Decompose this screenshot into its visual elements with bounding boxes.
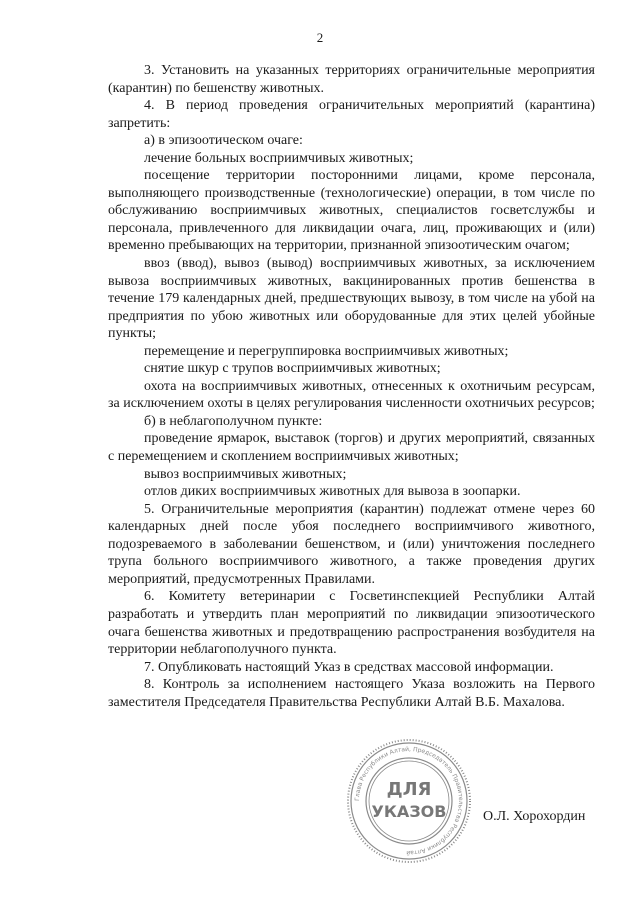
page-number: 2 [316, 30, 324, 45]
subsection-b-heading: б) в неблагополучном пункте: [144, 413, 323, 429]
subsection-a-heading: а) в эпизоотическом очаге: [144, 133, 303, 149]
list-item: ввоз (ввод), вывоз (вывод) восприимчивых животных, за исключением вывоза восприимчивых животных, вакцинированных против бешенства в течение 179 календарных дней, предшествующих вывозу, в том числе на убой на предприятия по убою животных или оборудованные для этих целей убойные пункты; [108, 256, 595, 342]
official-stamp [345, 737, 473, 865]
paragraph-item-7: 7. Опубликовать настоящий Указ в средствах массовой информации. [144, 659, 554, 675]
list-item: перемещение и перегруппировка восприимчивых животных; [144, 343, 509, 359]
stamp-ring-text: Глава Республики Алтай, Председатель Правительства Республики Алтай [353, 745, 465, 857]
list-item: охота на восприимчивых животных, отнесенных к охотничьим ресурсам, за исключением охоты в целях регулирования численности охотничьих ресурсов; [108, 378, 595, 412]
stamp-rings [348, 740, 470, 862]
decree-body [108, 62, 595, 711]
list-item: вывоз восприимчивых животных; [144, 466, 347, 482]
list-item: снятие шкур с трупов восприимчивых животных; [144, 361, 441, 377]
stamp-text-line2: УКАЗОВ [371, 802, 447, 821]
paragraph-item-4: 4. В период проведения ограничительных мероприятий (карантина) запретить: [108, 98, 595, 131]
paragraph-item-5: 5. Ограничительные мероприятия (карантин) подлежат отмене через 60 календарных дней после убоя последнего восприимчивого животного, подозреваемого в заболевании бешенством, и (или) уничтожения последнего трупа больного восприимчивого животного, а также проведения других мероприятий, предусмотренных Правилами. [108, 501, 595, 587]
list-item: отлов диких восприимчивых животных для вывоза в зоопарки. [144, 484, 521, 500]
list-item: проведение ярмарок, выставок (торгов) и других мероприятий, связанных с перемещением и скоплением восприимчивых животных; [108, 431, 595, 465]
list-item: посещение территории посторонними лицами, кроме персонала, выполняющего производственные (технологические) операции, в том числе по обслуживанию восприимчивых животных, специалистов госветслужбы и персонала, привлеченного для ликвидации очага, лиц, проживающих и (или) временно пребывающих на территории, признанной эпизоотическим очагом; [108, 168, 595, 254]
signature-name: О.Л. Хорохордин [483, 809, 586, 824]
list-item: лечение больных восприимчивых животных; [144, 150, 414, 166]
paragraph-item-6: 6. Комитету ветеринарии с Госветинспекцией Республики Алтай разработать и утвердить план мероприятий по ликвидации эпизоотического очага бешенства животных и предотвращению распространения возбудителя на территории неблагополучного пункта. [108, 589, 595, 658]
stamp-text-line1: ДЛЯ [386, 779, 432, 800]
paragraph-item-8: 8. Контроль за исполнением настоящего Указа возложить на Первого заместителя Председателя Правительства Республики Алтай В.Б. Махалова. [108, 677, 595, 710]
paragraph-item-3: 3. Установить на указанных территориях ограничительные мероприятия (карантин) по бешенству животных. [108, 63, 595, 96]
